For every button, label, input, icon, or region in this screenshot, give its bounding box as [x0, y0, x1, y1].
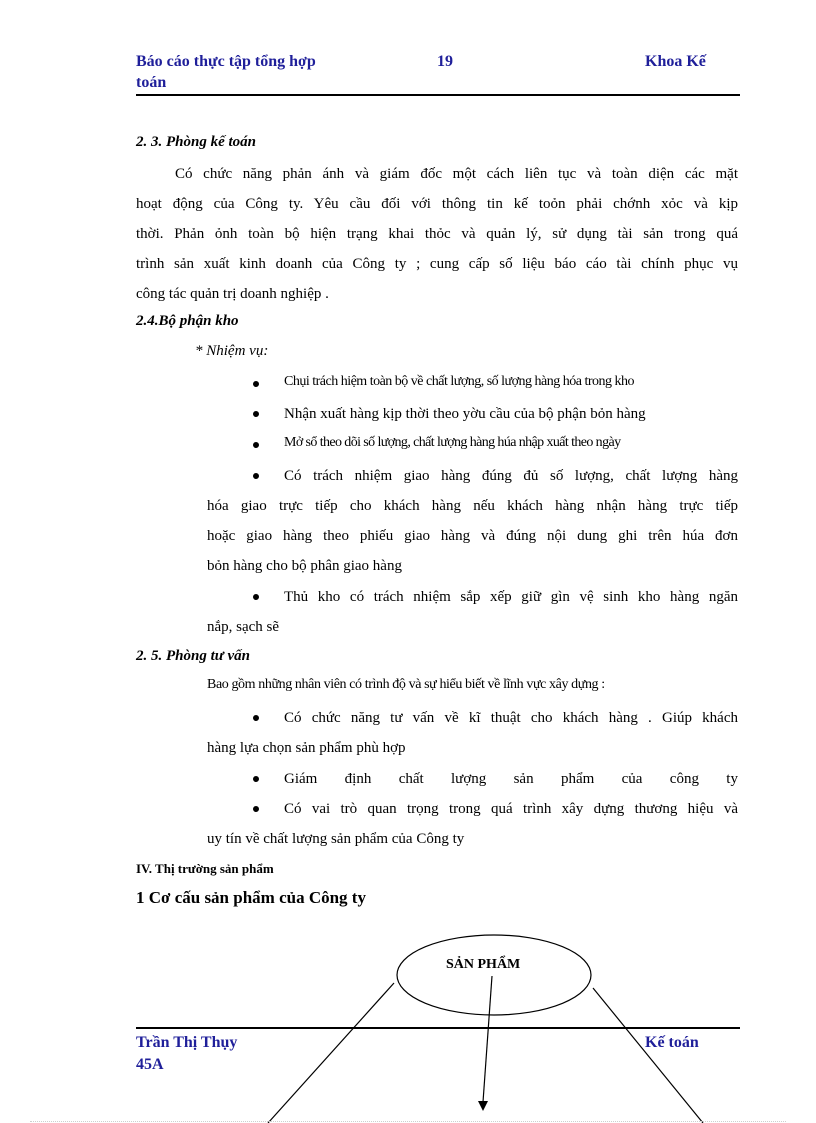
footer-class: 45A	[136, 1056, 164, 1073]
footer-rule	[136, 1027, 740, 1029]
list-item-continuation: hàng lựa chọn sản phẩm phù hợp	[207, 740, 406, 756]
word: định	[344, 771, 372, 787]
list-item: Thủ kho có trách nhiệm sắp xếp giữ gìn vệ sinh kho hàng ngăn	[284, 589, 738, 605]
list-item-continuation: uy tín về chất lượng sản phẩm của Công ty	[207, 831, 465, 847]
list-item: Có trách nhiệm giao hàng đúng đủ số lượng, chất lượng hàng	[284, 468, 738, 484]
paragraph-line: Có chức năng phản ánh và giám đốc một cách liên tục và toàn diện các mặt	[175, 166, 738, 182]
word: của	[621, 771, 643, 787]
word: chất	[398, 771, 424, 787]
word: lượng	[451, 771, 487, 787]
page-edge-divider	[30, 1121, 786, 1122]
product-node-ellipse	[397, 935, 591, 1015]
branch-line-left	[268, 983, 394, 1123]
product-node-label: SẢN PHẨM	[446, 957, 521, 972]
duties-subheading: * Nhiệm vụ:	[195, 343, 269, 359]
paragraph-line: trình sản xuất kinh doanh của Công ty ; cung cấp số liệu báo cáo tài chính phục vụ	[136, 256, 738, 272]
paragraph-line: hoạt động của Công ty. Yêu cầu đối với thông tin kế toỏn phải chớnh xỏc và kịp	[136, 196, 738, 212]
paragraph-line: Bao gồm những nhân viên có trình độ và sự hiểu biết về lĩnh vực xây dựng :	[207, 677, 605, 692]
word: công	[669, 771, 699, 787]
arrowhead-icon	[478, 1101, 488, 1111]
list-item: Mở sổ theo dõi số lượng, chất lượng hàng húa nhập xuất theo ngày	[284, 435, 621, 450]
list-item-continuation: bỏn hàng cho bộ phân giao hàng	[207, 558, 402, 574]
heading-product-structure: 1 Cơ cấu sản phẩm của Công ty	[136, 888, 366, 907]
list-item: Có chức năng tư vấn về kĩ thuật cho khách hàng . Giúp khách	[284, 710, 738, 726]
paragraph-line: công tác quản trị doanh nghiệp .	[136, 286, 329, 302]
paragraph-line: thời. Phản ỏnh toàn bộ hiện trạng khai thỏc và quản lý, sử dụng tài sản trong quá	[136, 226, 738, 242]
heading-warehouse: 2.4.Bộ phận kho	[136, 313, 239, 329]
header-report-title: Báo cáo thực tập tổng hợp	[136, 53, 316, 70]
list-item: Nhận xuất hàng kịp thời theo yờu cầu của bộ phận bỏn hàng	[284, 406, 646, 422]
branch-line-right	[593, 988, 703, 1123]
heading-product-market: IV. Thị trường sản phẩm	[136, 861, 274, 876]
footer-author: Trần Thị Thụy	[136, 1034, 238, 1051]
word: Giám	[284, 771, 318, 787]
word: sản	[513, 771, 534, 787]
footer-department: Kế toán	[645, 1034, 699, 1051]
branch-arrow-center	[483, 976, 492, 1102]
page-number: 19	[437, 53, 453, 70]
list-item-continuation: hoặc giao hàng theo phiếu giao hàng và đúng nội dung ghi trên húa đơn	[207, 528, 738, 544]
heading-accounting-dept: 2. 3. Phòng kế toán	[136, 134, 257, 150]
header-faculty: Khoa Kế	[645, 53, 706, 70]
header-report-title-wrap: toán	[136, 74, 167, 91]
word: ty	[726, 771, 738, 787]
list-item: Có vai trò quan trọng trong quá trình xây dựng thương hiệu và	[284, 801, 738, 817]
heading-consulting-dept: 2. 5. Phòng tư vấn	[136, 648, 251, 664]
list-item-continuation: nắp, sạch sẽ	[207, 619, 280, 635]
word: phẩm	[560, 771, 595, 787]
list-item: Chụi trách hiệm toàn bộ về chất lượng, số lượng hàng hóa trong kho	[284, 374, 635, 389]
list-item-continuation: hóa giao trực tiếp cho khách hàng nếu khách hàng nhận hàng trực tiếp	[207, 498, 738, 514]
